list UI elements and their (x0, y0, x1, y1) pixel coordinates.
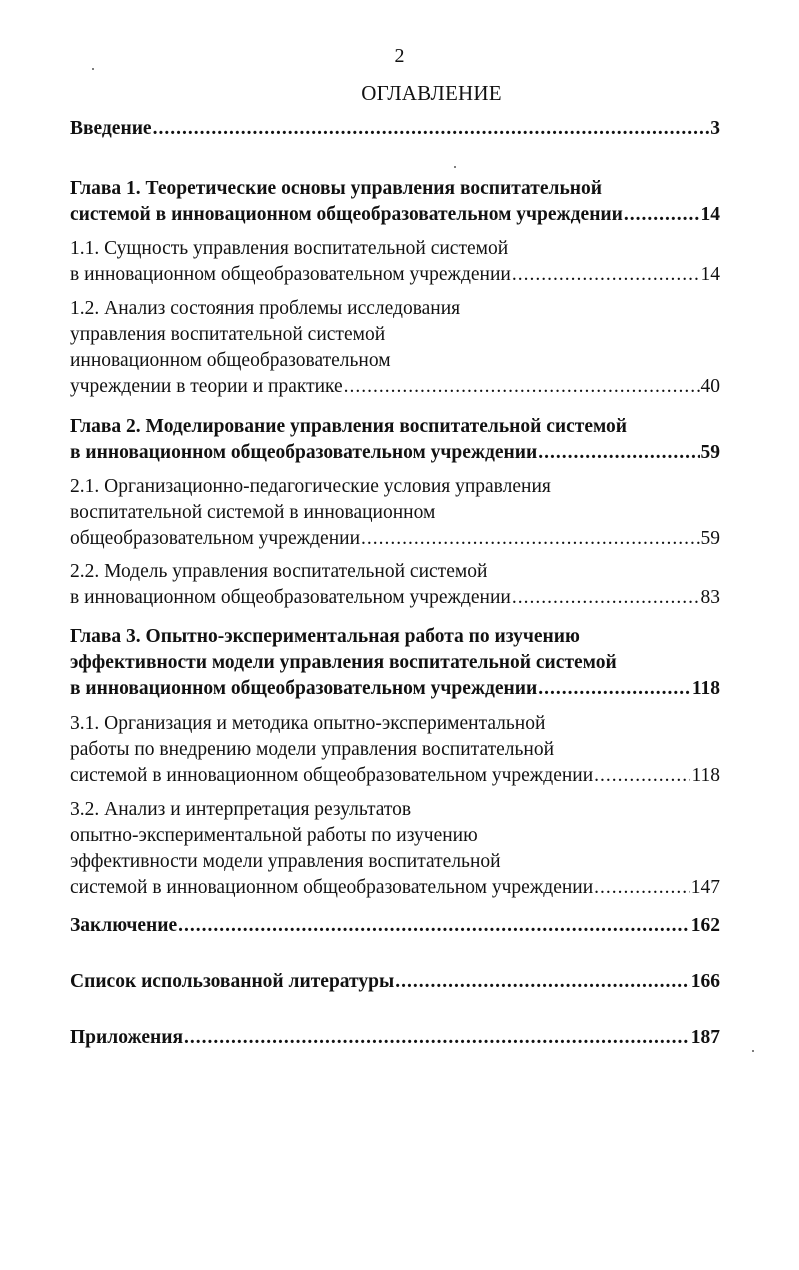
dot-leader (512, 262, 700, 288)
toc-entry-last-line (70, 202, 720, 228)
toc-page-number: 83 (700, 587, 720, 608)
dot-leader (395, 969, 690, 995)
toc-entry (70, 1025, 720, 1051)
toc-entry-last-line (70, 875, 720, 901)
toc-entry-text: системой в инновационном общеобразовательном учреждении (70, 765, 594, 786)
toc-entry (70, 711, 720, 789)
toc-entry-line: Глава 3. Опытно-экспериментальная работа по изучению (70, 626, 580, 647)
toc-entry (70, 296, 720, 400)
dot-leader (178, 913, 690, 939)
toc-entry-line: Глава 2. Моделирование управления воспитательной системой (70, 416, 628, 437)
toc-entry-text: в инновационном общеобразовательном учреждении (70, 264, 511, 285)
toc-entry-text: Приложения (70, 1027, 184, 1048)
toc-entry-last-line (70, 526, 720, 552)
toc-entry-last-line (70, 969, 720, 995)
toc-entry-text: системой в инновационном общеобразовательном учреждении (70, 877, 594, 898)
toc-entry-last-line (70, 440, 720, 466)
toc-entry-line: управления воспитательной системой (70, 324, 386, 345)
toc-entry (70, 797, 720, 901)
toc-entry (70, 913, 720, 939)
toc-entry-text: системой в инновационном общеобразовательном учреждении (70, 204, 623, 225)
toc-entry (70, 414, 720, 466)
toc-entry-line: 1.1. Сущность управления воспитательной системой (70, 238, 509, 259)
toc-entry-line: опытно-экспериментальной работы по изучению (70, 825, 478, 846)
toc-entry-text: в инновационном общеобразовательном учреждении (70, 678, 538, 699)
scan-speck (454, 166, 456, 168)
dot-leader (624, 202, 700, 228)
toc-entry-line: 2.1. Организационно-педагогические условия управления (70, 476, 551, 497)
toc-page-number: 166 (690, 971, 720, 992)
toc-entry-line: работы по внедрению модели управления воспитательной (70, 739, 555, 760)
toc-entry-line: воспитательной системой в инновационном (70, 502, 436, 523)
page-number: 2 (394, 45, 405, 67)
toc-entry-text: Введение (70, 118, 152, 139)
toc-page-number: 147 (690, 877, 720, 898)
toc-entry-last-line (70, 763, 720, 789)
toc-entry (70, 116, 720, 142)
toc-page-number: 14 (700, 264, 720, 285)
dot-leader (594, 875, 690, 901)
toc-page-number: 59 (700, 528, 720, 549)
toc-entry-last-line (70, 913, 720, 939)
toc-page-number: 59 (700, 442, 720, 463)
toc-entry-last-line (70, 585, 720, 611)
dot-leader (594, 763, 690, 789)
toc-entry (70, 474, 720, 552)
toc-entry-text: учреждении в теории и практике (70, 376, 343, 397)
toc-entry (70, 559, 720, 611)
toc-entry-line: Глава 1. Теоретические основы управления воспитательной (70, 178, 603, 199)
toc-entry-last-line (70, 262, 720, 288)
toc-entry-text: Список использованной литературы (70, 971, 395, 992)
toc-entry-text: в инновационном общеобразовательном учреждении (70, 587, 511, 608)
toc-page-number: 187 (690, 1027, 720, 1048)
toc-page-number: 40 (700, 376, 720, 397)
toc-entry-line: 2.2. Модель управления воспитательной системой (70, 561, 488, 582)
toc-page-number: 162 (690, 915, 720, 936)
scan-speck (92, 68, 94, 70)
toc-entry (70, 969, 720, 995)
toc-entry-line: инновационном общеобразовательном (70, 350, 391, 371)
dot-leader (361, 526, 699, 552)
scan-speck (752, 1050, 754, 1052)
toc-entry-last-line (70, 374, 720, 400)
dot-leader (153, 116, 710, 142)
dot-leader (344, 374, 700, 400)
dot-leader (538, 440, 699, 466)
toc-entry (70, 176, 720, 228)
toc-page-number: 14 (700, 204, 720, 225)
toc-entry-line: эффективности модели управления воспитательной (70, 851, 501, 872)
toc-page-number: 3 (710, 118, 720, 139)
toc-entry-line: 3.1. Организация и методика опытно-экспериментальной (70, 713, 546, 734)
toc-entry-text: в инновационном общеобразовательном учреждении (70, 442, 538, 463)
toc-entry-last-line (70, 676, 720, 702)
toc-entry-last-line (70, 116, 720, 142)
toc-entry-text: Заключение (70, 915, 178, 936)
toc-entry (70, 236, 720, 288)
dot-leader (184, 1025, 690, 1051)
toc-entry-last-line (70, 1025, 720, 1051)
toc-entry-line: эффективности модели управления воспитательной системой (70, 652, 617, 673)
toc-entry-line: 3.2. Анализ и интерпретация результатов (70, 799, 412, 820)
dot-leader (512, 585, 700, 611)
toc-entry-line: 1.2. Анализ состояния проблемы исследования (70, 298, 461, 319)
toc-entry-text: общеобразовательном учреждении (70, 528, 361, 549)
toc-page-number: 118 (691, 678, 720, 699)
toc-page-number: 118 (691, 765, 720, 786)
dot-leader (538, 676, 691, 702)
toc-title: ОГЛАВЛЕНИЕ (361, 81, 502, 105)
toc-entry (70, 624, 720, 702)
